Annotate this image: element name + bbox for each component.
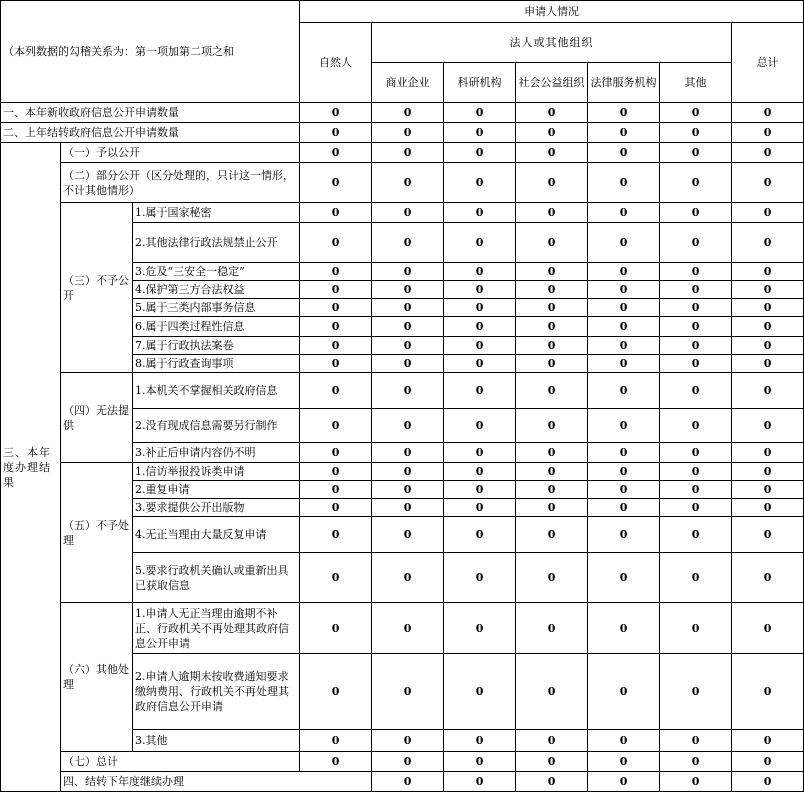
value-cell: 0 [372,317,444,337]
value-cell: 0 [516,163,588,203]
header-other: 其他 [660,63,732,103]
header-applicant-info: 申请人情况 [300,1,804,23]
value-cell: 0 [588,203,660,223]
value-cell: 0 [372,203,444,223]
value-cell: 0 [588,163,660,203]
value-cell: 0 [300,263,372,281]
value-cell: 0 [372,281,444,299]
value-cell: 0 [588,553,660,603]
value-cell: 0 [372,443,444,463]
row-label: 4.保护第三方合法权益 [133,281,300,299]
row-label: 1.属于国家秘密 [133,203,300,223]
header-business: 商业企业 [372,63,444,103]
value-cell: 0 [660,752,732,772]
value-cell: 0 [516,281,588,299]
value-cell: 0 [660,603,732,654]
value-cell: 0 [372,355,444,373]
value-cell: 0 [444,499,516,517]
value-cell: 0 [588,443,660,463]
row-label: 1.申请人无正当理由逾期不补正、行政机关不再处理其政府信息公开申请 [133,603,300,654]
value-cell: 0 [660,443,732,463]
value-cell: 0 [372,752,444,772]
header-note: （本列数据的勾稽关系为：第一项加第二项之和 [1,1,300,103]
value-cell: 0 [444,772,516,792]
value-cell: 0 [516,373,588,409]
value-cell: 0 [372,299,444,317]
value-cell: 0 [444,163,516,203]
row-label: 四、结转下年度继续办理 [61,772,372,792]
group3-label: （三）不予公开 [61,203,133,373]
value-cell: 0 [588,481,660,499]
value-cell: 0 [588,463,660,481]
value-cell: 0 [660,337,732,355]
value-cell: 0 [300,203,372,223]
value-cell: 0 [300,143,372,163]
value-cell: 0 [732,499,804,517]
value-cell: 0 [732,553,804,603]
value-cell: 0 [588,517,660,553]
value-cell: 0 [588,103,660,123]
value-cell: 0 [732,163,804,203]
value-cell: 0 [444,373,516,409]
value-cell: 0 [732,409,804,443]
value-cell: 0 [516,203,588,223]
section3-label: 三、本年度办理结果 [1,143,61,792]
row-label: 2.没有现成信息需要另行制作 [133,409,300,443]
value-cell: 0 [300,123,372,143]
value-cell: 0 [516,317,588,337]
value-cell: 0 [732,481,804,499]
value-cell: 0 [732,603,804,654]
value-cell: 0 [300,752,372,772]
group6-label: （六）其他处理 [61,603,133,752]
value-cell: 0 [588,123,660,143]
value-cell: 0 [444,443,516,463]
value-cell: 0 [732,203,804,223]
row-label: 1.本机关不掌握相关政府信息 [133,373,300,409]
row-label: 2.其他法律行政法规禁止公开 [133,223,300,263]
value-cell: 0 [660,654,732,730]
value-cell: 0 [300,654,372,730]
value-cell: 0 [732,463,804,481]
row-label: （七）总计 [61,752,300,772]
value-cell: 0 [516,654,588,730]
value-cell: 0 [588,299,660,317]
value-cell: 0 [660,263,732,281]
value-cell: 0 [444,263,516,281]
value-cell: 0 [300,517,372,553]
table-row [1,163,804,203]
value-cell: 0 [444,123,516,143]
value-cell: 0 [372,409,444,443]
value-cell: 0 [660,223,732,263]
value-cell: 0 [372,772,444,792]
value-cell: 0 [588,281,660,299]
value-cell: 0 [444,281,516,299]
value-cell: 0 [516,603,588,654]
row-label: 二、上年结转政府信息公开申请数量 [1,123,300,143]
value-cell: 0 [444,517,516,553]
value-cell: 0 [372,517,444,553]
header-legal-service: 法律服务机构 [588,63,660,103]
value-cell: 0 [588,373,660,409]
value-cell: 0 [516,263,588,281]
value-cell: 0 [300,223,372,263]
value-cell: 0 [444,730,516,752]
value-cell: 0 [660,481,732,499]
row-label: （一）予以公开 [61,143,300,163]
value-cell: 0 [516,443,588,463]
value-cell: 0 [516,409,588,443]
header-research: 科研机构 [444,63,516,103]
value-cell: 0 [300,163,372,203]
row-label: 5.要求行政机关确认或重新出具已获取信息 [133,553,300,603]
value-cell: 0 [732,123,804,143]
value-cell: 0 [444,355,516,373]
header-total: 总计 [732,23,804,103]
value-cell: 0 [660,317,732,337]
value-cell: 0 [372,730,444,752]
value-cell: 0 [732,143,804,163]
value-cell: 0 [732,223,804,263]
value-cell: 0 [660,463,732,481]
value-cell: 0 [588,730,660,752]
value-cell: 0 [588,752,660,772]
row-label: 6.属于四类过程性信息 [133,317,300,337]
value-cell: 0 [588,603,660,654]
row-label: （二）部分公开（区分处理的，只计这一情形，不计其他情形） [61,163,300,203]
row-label: 3.补正后申请内容仍不明 [133,443,300,463]
value-cell: 0 [660,772,732,792]
value-cell: 0 [444,463,516,481]
value-cell: 0 [588,337,660,355]
value-cell: 0 [588,143,660,163]
row-label: 一、本年新收政府信息公开申请数量 [1,103,300,123]
row-label: 4.无正当理由大量反复申请 [133,517,300,553]
value-cell: 0 [588,317,660,337]
header-legal-or-other: 法人或其他组织 [372,23,732,63]
value-cell: 0 [444,337,516,355]
value-cell: 0 [516,337,588,355]
value-cell: 0 [300,443,372,463]
value-cell: 0 [516,553,588,603]
value-cell: 0 [372,463,444,481]
value-cell: 0 [444,553,516,603]
value-cell: 0 [588,654,660,730]
value-cell: 0 [300,730,372,752]
value-cell: 0 [732,443,804,463]
value-cell: 0 [660,373,732,409]
value-cell: 0 [372,603,444,654]
value-cell: 0 [732,654,804,730]
value-cell: 0 [444,223,516,263]
value-cell: 0 [444,299,516,317]
row-label: 2.申请人逾期未按收费通知要求缴纳费用、行政机关不再处理其政府信息公开申请 [133,654,300,730]
value-cell: 0 [660,163,732,203]
row-label: 8.属于行政查询事项 [133,355,300,373]
table-row [1,603,804,654]
value-cell: 0 [660,409,732,443]
value-cell: 0 [516,223,588,263]
value-cell: 0 [660,299,732,317]
value-cell: 0 [372,553,444,603]
group4-label: （四）无法提供 [61,373,133,463]
table-row [1,203,804,223]
value-cell: 0 [300,373,372,409]
value-cell: 0 [444,203,516,223]
row-label: 7.属于行政执法案卷 [133,337,300,355]
row-label: 3.要求提供公开出版物 [133,499,300,517]
value-cell: 0 [732,263,804,281]
value-cell: 0 [732,517,804,553]
value-cell: 0 [300,103,372,123]
value-cell: 0 [660,499,732,517]
table-row [1,373,804,409]
value-cell: 0 [372,337,444,355]
table-row [1,143,804,163]
value-cell: 0 [516,123,588,143]
value-cell: 0 [588,409,660,443]
value-cell: 0 [732,337,804,355]
value-cell: 0 [660,730,732,752]
value-cell: 0 [444,481,516,499]
value-cell: 0 [732,281,804,299]
value-cell: 0 [732,373,804,409]
value-cell: 0 [300,355,372,373]
value-cell: 0 [372,481,444,499]
value-cell: 0 [372,103,444,123]
value-cell: 0 [732,299,804,317]
value-cell: 0 [372,163,444,203]
row-label: 2.重复申请 [133,481,300,499]
value-cell: 0 [300,463,372,481]
value-cell: 0 [444,752,516,772]
value-cell: 0 [516,730,588,752]
table-row [1,463,804,481]
value-cell: 0 [372,143,444,163]
value-cell: 0 [372,123,444,143]
value-cell: 0 [372,373,444,409]
value-cell: 0 [660,553,732,603]
value-cell: 0 [588,772,660,792]
value-cell: 0 [300,553,372,603]
value-cell: 0 [732,355,804,373]
value-cell: 0 [300,409,372,443]
value-cell: 0 [732,103,804,123]
value-cell: 0 [516,499,588,517]
value-cell: 0 [660,355,732,373]
value-cell: 0 [516,481,588,499]
value-cell: 0 [444,654,516,730]
row-label: 3.其他 [133,730,300,752]
value-cell: 0 [300,603,372,654]
value-cell: 0 [516,772,588,792]
value-cell: 0 [516,103,588,123]
value-cell: 0 [444,317,516,337]
value-cell: 0 [516,355,588,373]
value-cell: 0 [516,143,588,163]
table-row [1,123,804,143]
value-cell: 0 [660,517,732,553]
value-cell: 0 [660,281,732,299]
value-cell: 0 [516,463,588,481]
value-cell: 0 [588,355,660,373]
value-cell: 0 [588,499,660,517]
header-public-welfare: 社会公益组织 [516,63,588,103]
header-natural-person: 自然人 [300,23,372,103]
row-label: 1.信访举报投诉类申请 [133,463,300,481]
value-cell: 0 [300,299,372,317]
value-cell: 0 [660,103,732,123]
value-cell: 0 [516,517,588,553]
value-cell: 0 [444,143,516,163]
value-cell: 0 [300,281,372,299]
value-cell: 0 [444,409,516,443]
table-row [1,752,804,772]
value-cell: 0 [300,499,372,517]
value-cell: 0 [660,143,732,163]
value-cell: 0 [372,223,444,263]
value-cell: 0 [732,317,804,337]
value-cell: 0 [372,654,444,730]
value-cell: 0 [444,603,516,654]
value-cell: 0 [372,263,444,281]
row-label: 3.危及“三安全一稳定” [133,263,300,281]
value-cell: 0 [588,223,660,263]
value-cell: 0 [300,317,372,337]
value-cell: 0 [588,263,660,281]
value-cell: 0 [300,481,372,499]
value-cell: 0 [732,730,804,752]
group5-label: （五）不予处理 [61,463,133,603]
value-cell: 0 [444,103,516,123]
value-cell: 0 [660,203,732,223]
table-row [1,103,804,123]
value-cell: 0 [732,772,804,792]
table-row [1,772,804,792]
row-label: 5.属于三类内部事务信息 [133,299,300,317]
value-cell: 0 [732,752,804,772]
value-cell: 0 [516,299,588,317]
value-cell: 0 [372,499,444,517]
value-cell: 0 [660,123,732,143]
value-cell: 0 [516,752,588,772]
value-cell: 0 [300,337,372,355]
